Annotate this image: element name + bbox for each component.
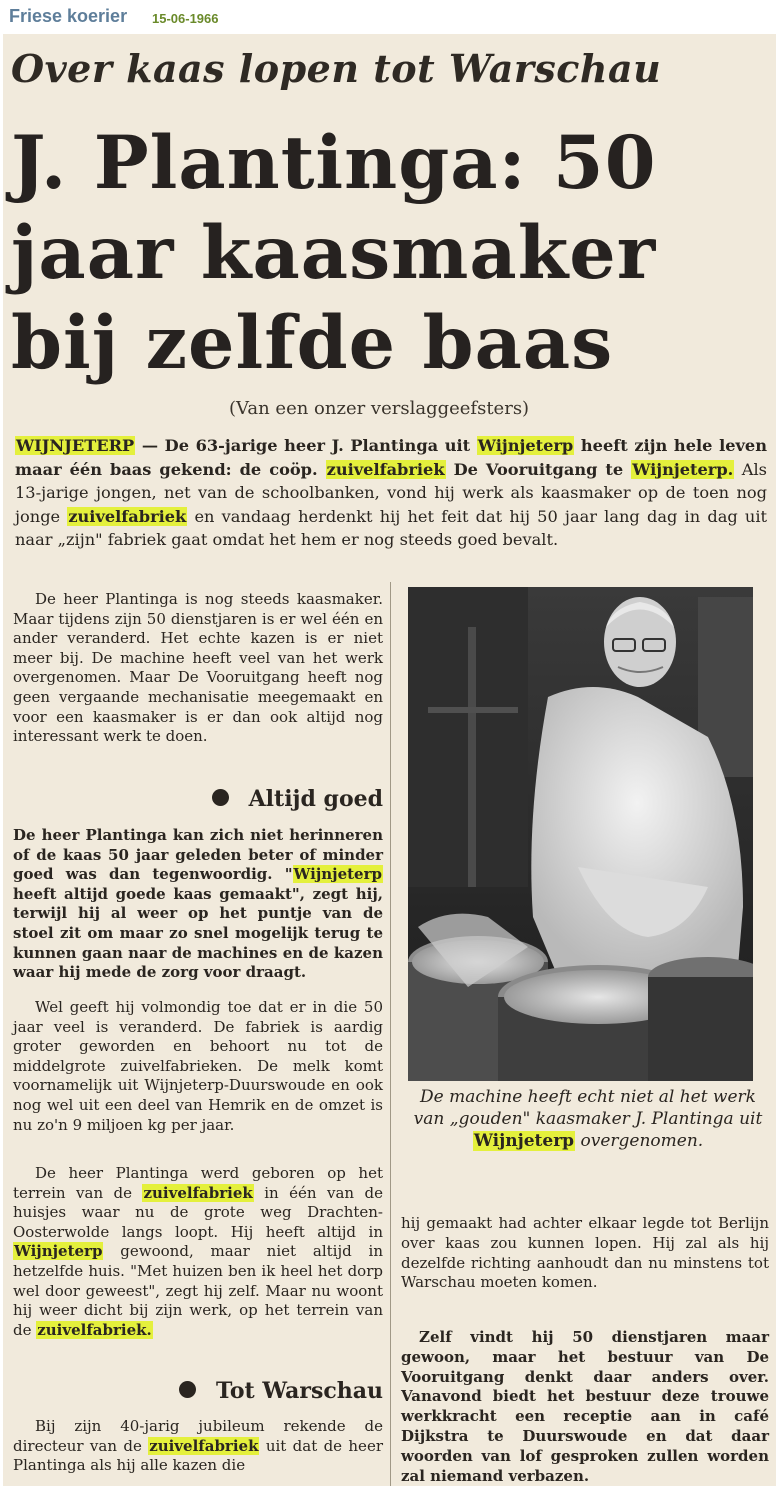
text: en vandaag herdenkt hij het feit dat hij 50 jaar lang dag in dag uit naar „zijn" fabriek gaat omdat het hem er nog steeds goed bevalt. [15, 506, 767, 549]
text: heeft altijd goede kaas gemaakt", zegt hij, terwijl hij al weer op het puntje van de stoel zit om maar zo snel mogelijk terug te kunnen gaan naar de machines en de kazen waar hij mede de zorg voor draagt. [13, 884, 383, 982]
body-paragraph [13, 998, 383, 1135]
body-paragraph [13, 1417, 383, 1476]
text: uit dat de heer Plantinga als hij alle kazen die [13, 1436, 383, 1475]
highlight: WIJNJETERP [16, 436, 135, 455]
subheading-text: Tot Warschau [215, 1378, 383, 1404]
highlight: zuivelfabriek [149, 1436, 259, 1455]
body-paragraph [13, 826, 383, 983]
body-paragraph [401, 1328, 769, 1486]
text: in één van de huisjes waar nu de grote weg Drachten-Oosterwolde langs loopt. Hij heeft altijd in [13, 1183, 383, 1241]
column-divider [390, 582, 391, 1486]
subheading [13, 786, 383, 812]
subheading-text: Altijd goed [248, 786, 383, 812]
highlight: Wijnjeterp [293, 865, 382, 884]
highlight: Wijnjeterp. [632, 459, 734, 479]
headline-line: bij zelfde baas [11, 300, 614, 386]
bullet-icon [179, 1381, 196, 1398]
text: Bij zijn 40-jarig jubileum rekende de directeur van de [13, 1417, 383, 1455]
text: De heer Plantinga kan zich niet herinneren of de kaas 50 jaar geleden beter of minder goed was dan tegenwoordig. " [13, 826, 383, 884]
highlight: zuivelfabriek [143, 1183, 253, 1202]
kicker: Over kaas lopen tot Warschau [11, 46, 662, 91]
highlight: zuivelfabriek [326, 459, 445, 479]
highlight: zuivelfabriek. [37, 1320, 152, 1339]
body-paragraph [13, 1164, 383, 1340]
source-date: 15-06-1966 [152, 11, 219, 26]
lead-paragraph [15, 434, 767, 552]
headline [11, 118, 657, 388]
highlight: Wijnjeterp [473, 1131, 575, 1151]
bullet-icon [212, 789, 229, 806]
source-title: Friese koerier [9, 6, 128, 26]
paragraph-text: hij gemaakt had achter elkaar legde tot Berlijn over kaas zou kunnen lopen. Hij zal als hij dezelfde richting aanhoudt dan nu minstens tot Warschau moeten komen. [401, 1214, 769, 1292]
highlight: Wijnjeterp [14, 1242, 103, 1261]
text: De Vooruitgang te [445, 459, 632, 479]
text: overgenomen. [575, 1131, 704, 1151]
byline: (Van een onzer verslaggeefsters) [229, 398, 530, 419]
paragraph-text: Wel geeft hij volmondig toe dat er in die 50 jaar veel is veranderd. De fabriek is aardig groter geworden en behoort nu tot de middelgrote zuivelfabrieken. De melk komt voornamelijk uit Wijnjeterp-Duurswoude en ook nog wel uit een deel van Hemrik en de omzet is nu zo'n 9 miljoen kg per jaar. [13, 998, 383, 1134]
subheading [13, 1378, 383, 1404]
newspaper-clipping [3, 34, 776, 1486]
highlight: Wijnjeterp [477, 436, 574, 455]
photo-caption [403, 1086, 773, 1152]
text: De heer Plantinga werd geboren op het terrein van de [13, 1164, 383, 1202]
paragraph-text: Zelf vindt hij 50 dienstjaren maar gewoon, maar het bestuur van De Vooruitgang denkt daar anders over. Vanavond biedt het bestuur deze trouwe werkkracht een receptie aan in café Dijkstra te Duurswoude en dat daar woorden van lof gesproken zullen worden zal niemand verbazen. [401, 1328, 769, 1485]
body-paragraph [401, 1214, 769, 1293]
photo-illustration [408, 587, 753, 1081]
text: De machine heeft echt niet al het werk van „gouden" kaasmaker J. Plantinga uit [413, 1087, 763, 1129]
text: Als 13-jarige jongen, net van de schoolbanken, vond hij werk als kaasmaker op de toen nog jonge [15, 459, 767, 526]
news-photo [408, 587, 753, 1081]
headline-line: jaar kaasmaker [11, 210, 657, 296]
highlight: zuivelfabriek [68, 506, 187, 526]
text: gewoond, maar niet altijd in hetzelfde huis. "Met huizen ben ik heel het dorp wel door geweest", zegt hij zelf. Maar nu woont hij weer dicht bij zijn werk, op het terrein van de [13, 1242, 383, 1339]
headline-line: J. Plantinga: 50 [11, 120, 657, 206]
text: — De 63-jarige heer J. Plantinga uit [135, 436, 477, 455]
paragraph-text: De heer Plantinga is nog steeds kaasmaker. Maar tijdens zijn 50 dienstjaren is er wel één en ander veranderd. Het echte kazen is er niet meer bij. De machine heeft veel van het werk overgenomen. Maar De Vooruitgang heeft nog geen vergaande mechanisatie meegemaakt en voor een kaasmaker is er dan ook altijd nog interessant werk te doen. [13, 590, 383, 746]
text: heeft zijn hele leven maar één baas gekend: de coöp. [15, 436, 767, 479]
page-header [0, 0, 776, 34]
body-paragraph [13, 590, 383, 747]
